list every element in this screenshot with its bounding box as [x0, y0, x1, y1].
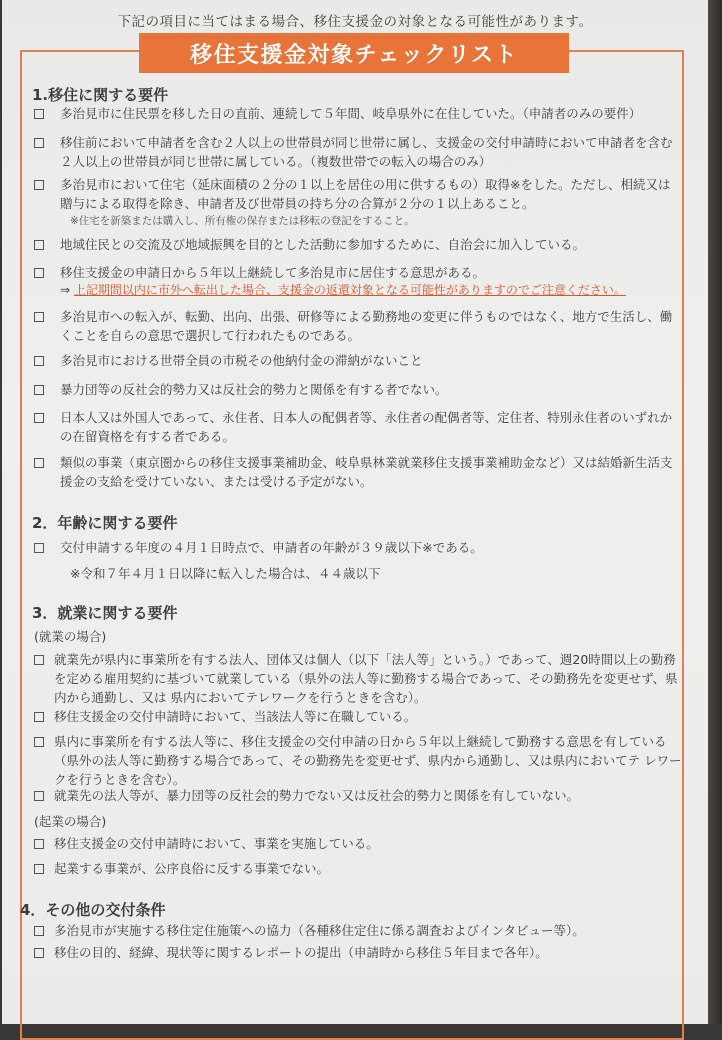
warning-line [60, 281, 690, 300]
checkbox[interactable] [34, 712, 44, 722]
requirement-item: 地域住民との交流及び地域振興を目的とした活動に参加するために、自治会に加入している。 [60, 237, 586, 252]
title-banner [139, 33, 569, 73]
page-title: 移住支援金対象チェックリスト [190, 42, 518, 68]
requirement-item: 就業先が県内に事業所を有する法人、団体又は個人（以下「法人等」という。）であって、週20時間以上の勤務を定める雇用契約に基づいて就業している（県外の法人等に勤務する場合であって、その勤務先を変更せず、県内から通勤し、又は 県内においてテレワークを行うときを含む）。 [54, 652, 678, 705]
requirement-item: 多治見市が実施する移住定住施策への協力（各種移住定住に係る調査およびインタビュー等）。 [54, 923, 585, 938]
checkbox[interactable] [34, 385, 44, 395]
requirement-item: 就業先の法人等が、暴力団等の反社会的勢力でない又は反社会的勢力と関係を有していない。 [54, 788, 580, 803]
checkbox[interactable] [34, 864, 44, 874]
requirement-item: 類似の事業（東京圏からの移住支援事業補助金、岐阜県林業就業移住支援事業補助金など）又は結婚新生活支援金の支給を受けていない、または受ける予定がない。 [60, 455, 673, 489]
housing-note: ※住宅を新築または購入し、所有権の保存または移転の登記をすること。 [70, 215, 415, 227]
warning-arrow: ⇒ [60, 283, 71, 297]
warning-text: 上記期間以内に市外へ転出した場合、支援金の返還対象となる可能性がありますのでご注意ください。 [73, 283, 626, 297]
startup-label: (起業の場合) [34, 814, 107, 829]
requirement-item: 県内に事業所を有する法人等に、移住支援金の交付申請の日から５年以上継続して勤務する意思を有している（県外の法人等に勤務する場合であって、その勤務先を変更せず、県内から通勤し、又は県内においてテ レワークを行うときを含む）。 [54, 734, 682, 787]
checkbox[interactable] [34, 413, 44, 423]
checkbox[interactable] [34, 839, 44, 849]
checkbox[interactable] [34, 737, 44, 747]
requirement-item: 移住の目的、経緯、現状等に関するレポートの提出（申請時から移住５年目まで各年）。 [54, 945, 548, 960]
requirement-item: 多治見市に住民票を移した日の直前、連続して５年間、岐阜県外に在住していた。（申請者のみの要件） [60, 106, 642, 121]
document-page [2, 0, 708, 1024]
checkbox[interactable] [34, 926, 44, 936]
requirement-item: 移住前において申請者を含む２人以上の世帯員が同じ世帯に属し、支援金の交付申請時において申請者を含む２人以上の世帯員が同じ世帯に属している。（複数世帯での転入の場合のみ） [60, 135, 673, 169]
requirement-item: 交付申請する年度の４月１日時点で、申請者の年齢が３９歳以下※である。 [60, 540, 483, 555]
intro-text: 下記の項目に当てはまる場合、移住支援金の対象となる可能性があります。 [117, 14, 593, 30]
checkbox[interactable] [34, 138, 44, 148]
requirement-item: 移住支援金の交付申請時において、事業を実施している。 [54, 836, 379, 851]
checkbox[interactable] [34, 109, 44, 119]
checkbox[interactable] [34, 655, 44, 665]
checkbox[interactable] [34, 458, 44, 468]
checkbox[interactable] [34, 356, 44, 366]
checkbox[interactable] [34, 948, 44, 958]
requirement-item: 多治見市において住宅（延床面積の２分の１以上を居住の用に供するもの）取得※をした。ただし、相続又は贈与による取得を除き、申請者及び世帯員の持ち分の合算が２分の１以上あること。 [60, 177, 671, 211]
requirement-item: 多治見市への転入が、転勤、出向、出張、研修等による勤務地の変更に伴うものではなく、地方で生活し、働くことを自らの意思で選択して行われたものである。 [60, 309, 673, 343]
requirement-item: 日本人又は外国人であって、永住者、日本人の配偶者等、永住者の配偶者等、定住者、特別永住者のいずれかの在留資格を有する者である。 [60, 410, 673, 444]
checkbox[interactable] [34, 268, 44, 278]
checkbox[interactable] [34, 791, 44, 801]
requirement-item: 移住支援金の交付申請時において、当該法人等に在職している。 [54, 709, 417, 724]
employment-label: (就業の場合) [34, 629, 107, 644]
checkbox[interactable] [34, 180, 44, 190]
age-note: ※令和７年４月１日以降に転入した場合は、４４歳以下 [70, 566, 381, 581]
section-4-heading: 4．その他の交付条件 [20, 901, 166, 919]
requirement-item: 多治見市における世帯全員の市税その他納付金の滞納がないこと [60, 353, 423, 368]
checkbox[interactable] [34, 543, 44, 553]
page-edge-shadow [708, 0, 722, 1024]
requirement-item: 起業する事業が、公序良俗に反する事業でない。 [54, 861, 330, 876]
checkbox[interactable] [34, 240, 44, 250]
requirement-item: 暴力団等の反社会的勢力又は反社会的勢力と関係を有する者でない。 [60, 382, 448, 397]
section-3-heading: 3．就業に関する要件 [32, 604, 178, 622]
checkbox[interactable] [34, 312, 44, 322]
section-2-heading: 2．年齢に関する要件 [32, 514, 178, 532]
section-1-heading: 1.移住に関する要件 [32, 86, 169, 104]
requirement-item: 移住支援金の申請日から５年以上継続して多治見市に居住する意思がある。 [60, 265, 486, 280]
